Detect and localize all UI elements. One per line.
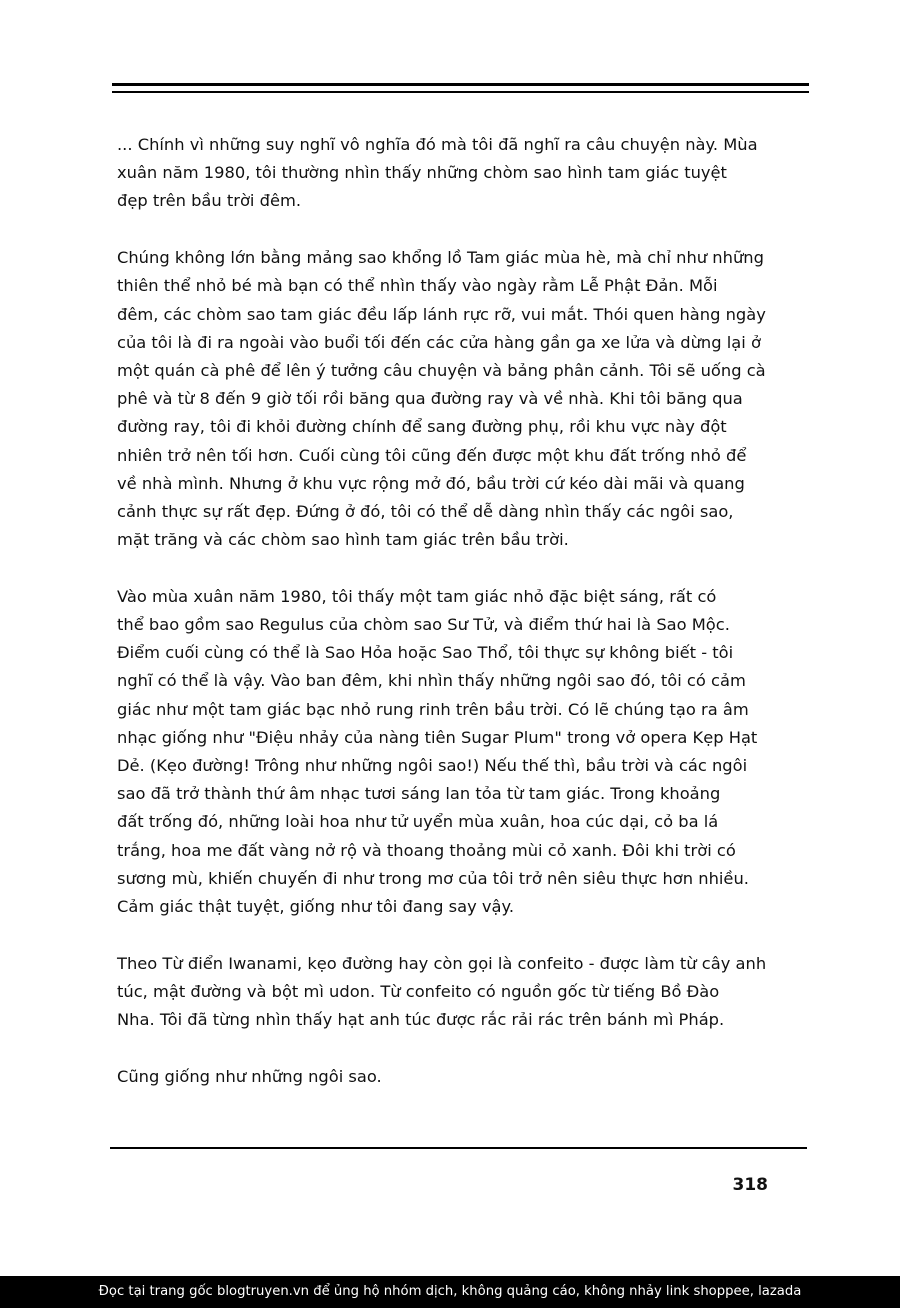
text-line: Chúng không lớn bằng mảng sao khổng lồ Tam giác mùa hè, mà chỉ như những — [117, 248, 764, 268]
top-rule-thick — [112, 83, 809, 86]
text-line: giác như một tam giác bạc nhỏ rung rinh trên bầu trời. Có lẽ chúng tạo ra âm — [117, 699, 749, 719]
text-line: nghĩ có thể là vậy. Vào ban đêm, khi nhìn thấy những ngôi sao đó, tôi có cảm — [117, 671, 746, 691]
text-line: thể bao gồm sao Regulus của chòm sao Sư Tử, và điểm thứ hai là Sao Mộc. — [117, 615, 730, 635]
paragraph-2 — [117, 244, 807, 554]
text-line: túc, mật đường và bột mì udon. Từ confeito có nguồn gốc từ tiếng Bồ Đào — [117, 981, 720, 1001]
page-body — [117, 131, 807, 1091]
text-line: ... Chính vì những suy nghĩ vô nghĩa đó mà tôi đã nghĩ ra câu chuyện này. Mùa — [117, 135, 758, 154]
paragraph-gap — [117, 1034, 807, 1063]
text-line: Cảm giác thật tuyệt, giống như tôi đang say vậy. — [117, 897, 515, 917]
text-line: Điểm cuối cùng có thể là Sao Hỏa hoặc Sao Thổ, tôi thực sự không biết - tôi — [117, 643, 734, 663]
paragraph-5 — [117, 1063, 807, 1091]
text-line: nhạc giống như "Điệu nhảy của nàng tiên Sugar Plum" trong vở opera Kẹp Hạt — [117, 727, 758, 747]
paragraph-4 — [117, 950, 807, 1035]
paragraph-gap — [117, 921, 807, 950]
text-line: Dẻ. (Kẹo đường! Trông như những ngôi sao!) Nếu thế thì, bầu trời và các ngôi — [117, 756, 748, 776]
text-line: trắng, hoa me đất vàng nở rộ và thoang thoảng mùi cỏ xanh. Đôi khi trời có — [117, 840, 736, 860]
text-line: sương mù, khiến chuyến đi như trong mơ của tôi trở nên siêu thực hơn nhiều. — [117, 868, 749, 888]
text-line: xuân năm 1980, tôi thường nhìn thấy những chòm sao hình tam giác tuyệt — [117, 163, 727, 183]
text-line: cảnh thực sự rất đẹp. Đứng ở đó, tôi có thể dễ dàng nhìn thấy các ngôi sao, — [117, 501, 734, 521]
top-rule-thin — [112, 91, 809, 93]
text-line: mặt trăng và các chòm sao hình tam giác trên bầu trời. — [117, 530, 569, 550]
text-line: của tôi là đi ra ngoài vào buổi tối đến các cửa hàng gần ga xe lửa và dừng lại ở — [117, 332, 761, 352]
paragraph-gap — [117, 554, 807, 583]
text-line: thiên thể nhỏ bé mà bạn có thể nhìn thấy vào ngày rằm Lễ Phật Đản. Mỗi — [117, 276, 718, 296]
text-line: đẹp trên bầu trời đêm. — [117, 191, 302, 211]
text-line: nhiên trở nên tối hơn. Cuối cùng tôi cũng đến được một khu đất trống nhỏ để — [117, 445, 747, 465]
text-line: sao đã trở thành thứ âm nhạc tươi sáng lan tỏa từ tam giác. Trong khoảng — [117, 784, 721, 804]
text-line: Cũng giống như những ngôi sao. — [117, 1066, 382, 1086]
text-line: Nha. Tôi đã từng nhìn thấy hạt anh túc được rắc rải rác trên bánh mì Pháp. — [117, 1010, 725, 1030]
paragraph-1 — [117, 131, 807, 216]
paragraph-gap — [117, 216, 807, 245]
text-line: về nhà mình. Nhưng ở khu vực rộng mở đó, bầu trời cứ kéo dài mãi và quang — [117, 473, 745, 493]
paragraph-3 — [117, 583, 807, 921]
bottom-rule — [110, 1147, 807, 1149]
text-line: đất trống đó, những loài hoa như tử uyển mùa xuân, hoa cúc dại, cỏ ba lá — [117, 812, 719, 832]
text-line: phê và từ 8 đến 9 giờ tối rồi băng qua đường ray và về nhà. Khi tôi băng qua — [117, 389, 743, 409]
text-line: một quán cà phê để lên ý tưởng câu chuyện và bảng phân cảnh. Tôi sẽ uống cà — [117, 360, 766, 380]
footer-banner — [0, 1276, 900, 1308]
footer-text: Đọc tại trang gốc blogtruyen.vn để ủng hộ nhóm dịch, không quảng cáo, không nhảy link shoppee, lazada — [98, 1284, 802, 1299]
text-line: đường ray, tôi đi khỏi đường chính để sang đường phụ, rồi khu vực này đột — [117, 417, 727, 437]
text-line: Theo Từ điển Iwanami, kẹo đường hay còn gọi là confeito - được làm từ cây anh — [117, 953, 767, 973]
text-line: đêm, các chòm sao tam giác đều lấp lánh rực rỡ, vui mắt. Thói quen hàng ngày — [117, 304, 766, 324]
text-line: Vào mùa xuân năm 1980, tôi thấy một tam giác nhỏ đặc biệt sáng, rất có — [117, 586, 717, 606]
page-number: 318 — [732, 1175, 768, 1195]
